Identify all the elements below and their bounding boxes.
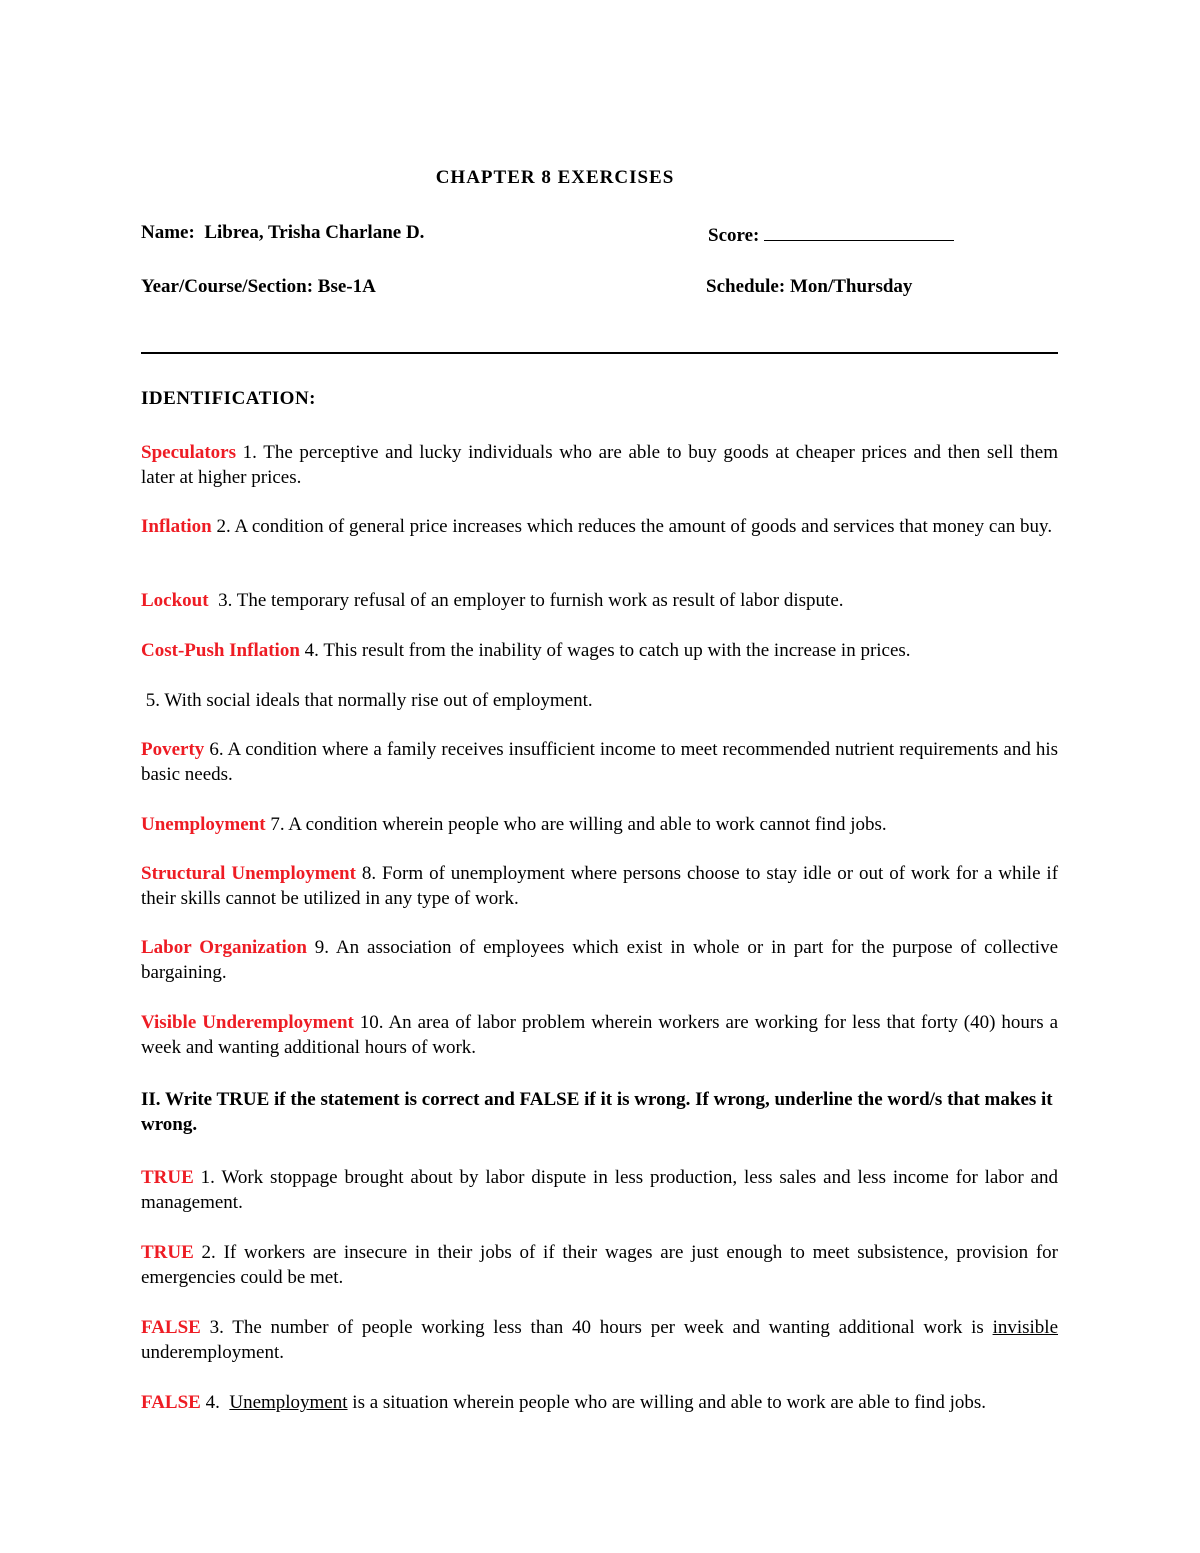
item-number: 3. <box>200 1317 224 1338</box>
item-number: 8. <box>355 863 377 884</box>
item-text: A condition where a family receives insufficient income to meet recommended nutrient requirements and his basic needs. <box>141 739 1059 785</box>
answer: FALSE <box>141 1392 201 1413</box>
item-number: 10. <box>353 1012 384 1033</box>
identification-item-5 <box>141 688 1058 713</box>
identification-item-4 <box>141 638 1058 663</box>
item-number: 1. <box>193 1167 215 1188</box>
answer: Speculators <box>141 442 236 463</box>
item-text-end: underemployment. <box>141 1342 284 1363</box>
underlined-word: Unemployment <box>229 1392 348 1413</box>
answer: FALSE <box>141 1317 201 1338</box>
item-text: This result from the inability of wages to catch up with the increase in prices. <box>318 640 911 661</box>
item-text-end: is a situation wherein people who are willing and able to work are able to find jobs. <box>347 1392 986 1413</box>
identification-item-8 <box>141 861 1058 911</box>
item-number: 1. <box>236 442 257 463</box>
name-label: Name: <box>141 222 195 243</box>
item-number: 5. <box>141 690 160 711</box>
name-value: Librea, Trisha Charlane D. <box>204 222 425 243</box>
item-number: 9. <box>306 937 330 958</box>
item-number: 4. <box>299 640 319 661</box>
true-false-heading: II. Write TRUE if the statement is correct and FALSE if it is wrong. If wrong, underline the word/s that makes it wrong. <box>141 1089 1053 1135</box>
schedule-label: Schedule: <box>706 276 786 297</box>
item-text: An area of labor problem wherein workers are working for less that forty (40) hours a week and wanting additional hours of work. <box>141 1012 1059 1058</box>
answer: Poverty <box>141 739 205 760</box>
item-number: 2. <box>211 516 231 537</box>
answer: Unemployment <box>141 814 266 835</box>
identification-item-6 <box>141 737 1058 787</box>
score-blank <box>764 222 954 241</box>
name-field <box>141 222 424 244</box>
answer: TRUE <box>141 1167 194 1188</box>
item-number: 4. <box>200 1392 220 1413</box>
score-field <box>708 222 954 247</box>
identification-item-1 <box>141 440 1058 490</box>
item-text: The number of people working less than 40 hours per week and wanting additional work is <box>223 1317 993 1338</box>
ycs-value: Bse-1A <box>317 276 376 297</box>
item-text: Form of unemployment where persons choose to stay idle or out of work for a while if their skills cannot be utilized in any type of work. <box>141 863 1059 909</box>
item-text: If workers are insecure in their jobs of if their wages are just enough to meet subsistence, provision for emergencies could be met. <box>141 1242 1059 1288</box>
underlined-word: invisible <box>992 1317 1059 1338</box>
identification-item-3 <box>141 588 1058 613</box>
ycs-label: Year/Course/Section: <box>141 276 314 297</box>
item-number: 7. <box>265 814 285 835</box>
item-text: Work stoppage brought about by labor dispute in less production, less sales and less income for labor and management. <box>141 1167 1058 1213</box>
identification-heading: IDENTIFICATION: <box>141 388 317 409</box>
identification-item-7 <box>141 812 1058 837</box>
schedule-field <box>706 276 912 298</box>
true-false-item-4 <box>141 1390 1058 1415</box>
item-number: 6. <box>204 739 224 760</box>
header-divider <box>141 352 1058 354</box>
identification-item-2 <box>141 514 1058 539</box>
answer: Inflation <box>141 516 212 537</box>
item-text: With social ideals that normally rise out of employment. <box>160 690 593 711</box>
year-course-section-field <box>141 276 376 298</box>
item-number: 2. <box>193 1242 216 1263</box>
item-text: An association of employees which exist in whole or in part for the purpose of collective bargaining. <box>141 937 1059 983</box>
answer: Lockout <box>141 590 209 611</box>
item-text: The perceptive and lucky individuals who are able to buy goods at cheaper prices and then sell them later at higher prices. <box>141 442 1058 488</box>
item-number: 3. <box>208 590 233 611</box>
item-text: A condition wherein people who are willing and able to work cannot find jobs. <box>284 814 887 835</box>
score-label: Score: <box>708 225 760 246</box>
item-text: A condition of general price increases which reduces the amount of goods and services that money can buy. <box>230 516 1053 537</box>
identification-item-9 <box>141 935 1058 985</box>
answer: Labor Organization <box>141 937 307 958</box>
schedule-value: Mon/Thursday <box>789 276 913 297</box>
answer: Structural Unemployment <box>141 863 356 884</box>
answer: Cost-Push Inflation <box>141 640 300 661</box>
answer: TRUE <box>141 1242 194 1263</box>
item-text: The temporary refusal of an employer to furnish work as result of labor dispute. <box>232 590 844 611</box>
true-false-item-3 <box>141 1315 1058 1365</box>
identification-item-10 <box>141 1010 1058 1060</box>
page-title: CHAPTER 8 EXERCISES <box>435 167 675 188</box>
answer: Visible Underemployment <box>141 1012 354 1033</box>
true-false-item-2 <box>141 1240 1058 1290</box>
true-false-item-1 <box>141 1165 1058 1215</box>
item-text <box>220 1392 230 1413</box>
